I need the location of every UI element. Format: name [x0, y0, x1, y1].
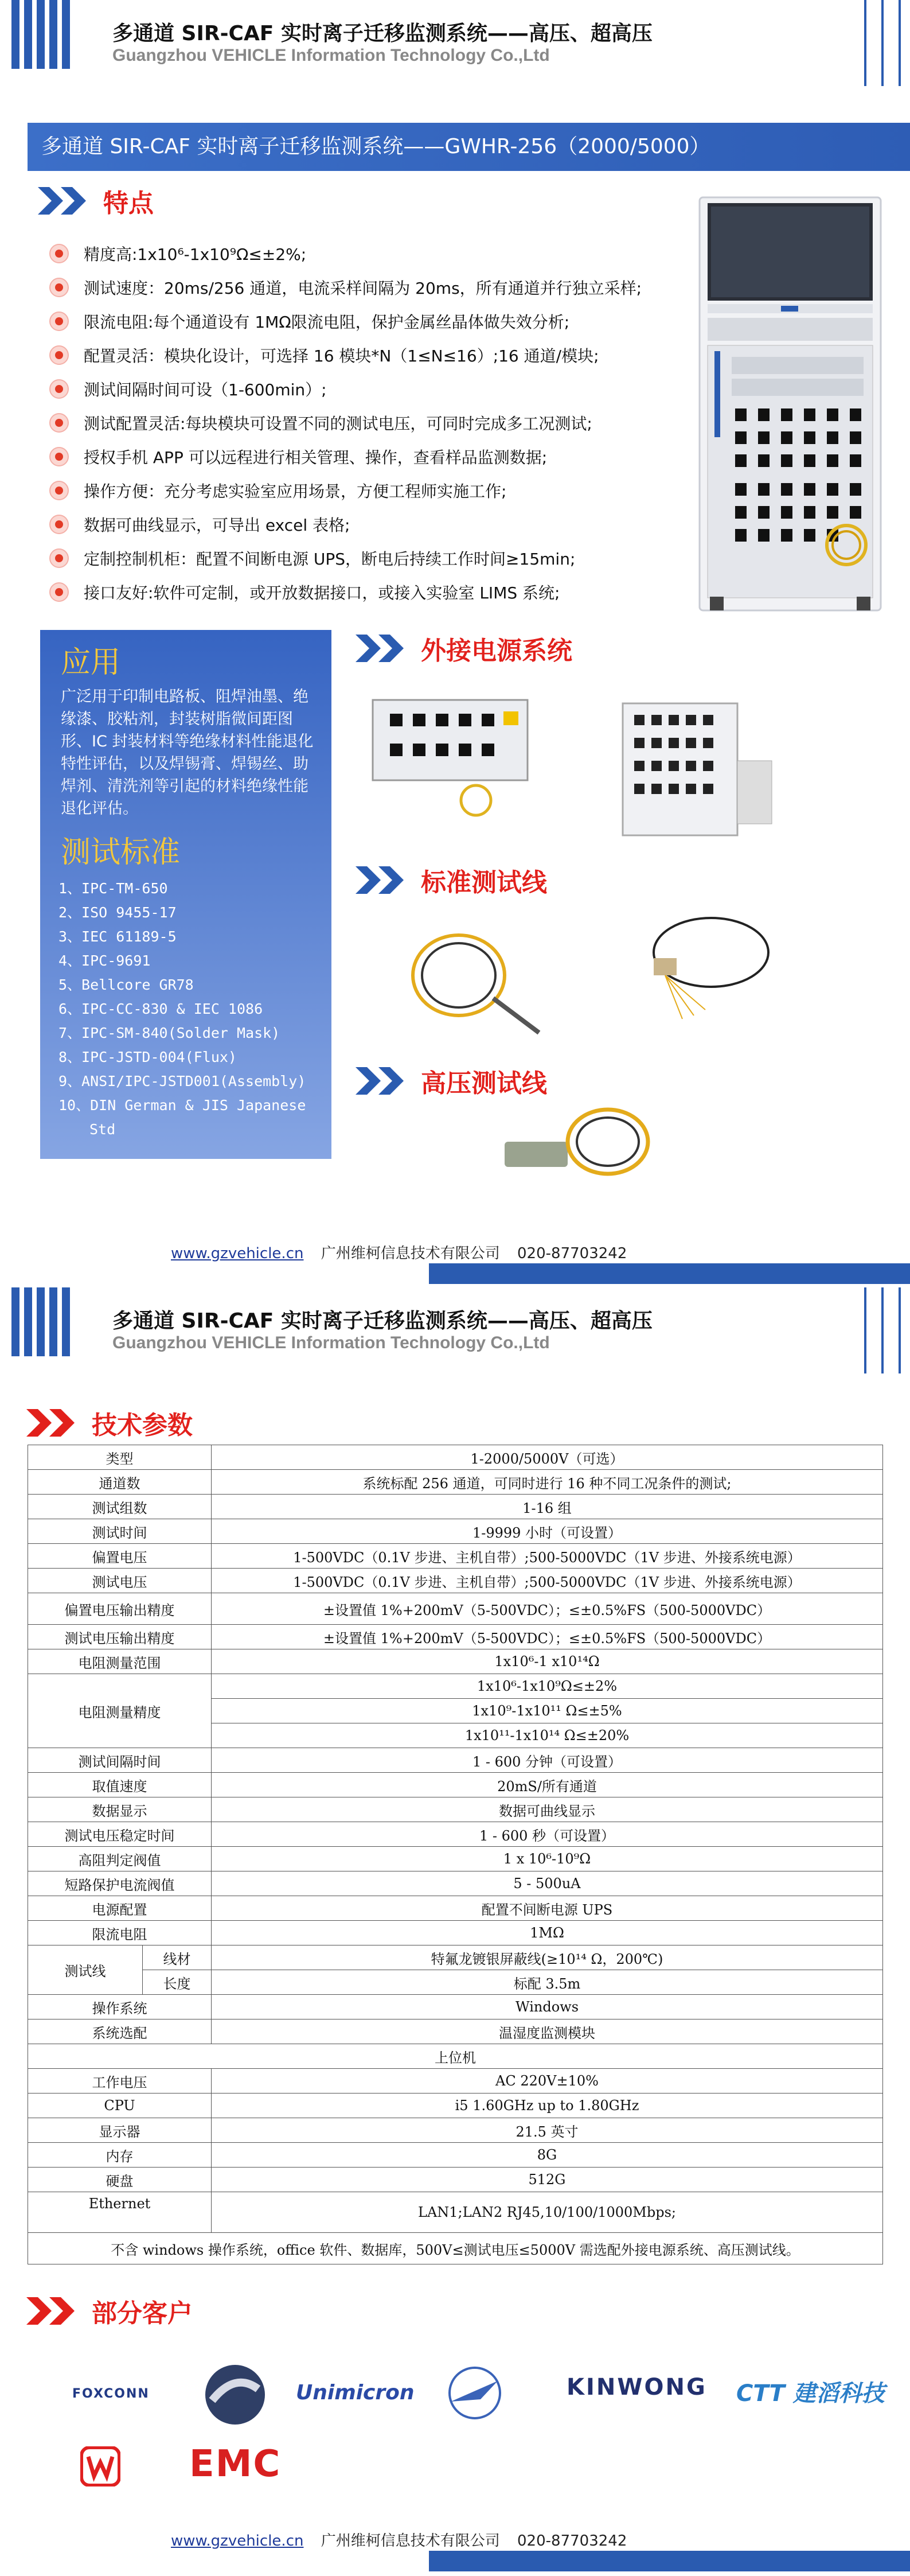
application-text: 广泛用于印制电路板、阻焊油墨、绝缘漆、胶粘剂，封装树脂微间距图形、IC 封装材料等绝缘材料性能退化特性评估，以及焊锡膏、焊锡丝、助焊剂、清洗剂等引起的材料绝缘性能退化评估。 [61, 688, 314, 818]
table-row: 测试电压 1-500VDC（0.1V 步进、主机自带）;500-5000VDC（1V 步进、外接系统电源） [28, 1569, 883, 1593]
header-title-en: Guangzhou VEHICLE Information Technology Co.,Ltd [112, 46, 550, 65]
cabinet-image [697, 195, 883, 620]
emc-logo: EMC [189, 2443, 282, 2485]
phone-number: 020-87703242 [517, 2532, 627, 2550]
standards-heading: 测试标准 [61, 835, 181, 870]
swirl-logo-icon [201, 2360, 270, 2429]
table-row: 测试电压输出精度 ±设置值 1%+200mV（5-500VDC）；≤±0.5%FS（500-5000VDC） [28, 1625, 883, 1649]
website-link[interactable]: www.gzvehicle.cn [171, 2532, 304, 2550]
features-title: 特点 [103, 189, 154, 218]
table-row: 高阻判定阀值 1 x 10⁶-10⁹Ω [28, 1847, 883, 1871]
table-row: 电阻测量范围 1x10⁶-1 x10¹⁴Ω [28, 1649, 883, 1674]
hv-line-image [493, 1102, 665, 1199]
bullet-icon [49, 278, 69, 297]
table-row: 取值速度 20mS/所有通道 [28, 1773, 883, 1797]
website-link[interactable]: www.gzvehicle.cn [171, 1245, 304, 1262]
table-row: 电源配置 配置不间断电源 UPS [28, 1896, 883, 1921]
footer-bar-1 [429, 1263, 910, 1284]
table-row: Ethernet LAN1;LAN2 RJ45,10/100/1000Mbps; [28, 2192, 883, 2233]
chevron-arrows-icon [356, 1065, 411, 1097]
table-row: CPU i5 1.60GHz up to 1.80GHz [28, 2094, 883, 2118]
power-cabinet-image [611, 698, 783, 847]
header-right-stripes [841, 0, 910, 86]
kinwong-logo: KINWONG [567, 2374, 707, 2400]
chevron-arrows-icon [26, 1407, 81, 1439]
table-row: 测试时间 1-9999 小时（可设置） [28, 1519, 883, 1544]
page-header-1 [0, 0, 910, 86]
client-logos [0, 2341, 910, 2490]
feature-item: 配置灵活：模块化设计，可选择 16 模块*N（1≤N≤16）;16 通道/模块; [49, 344, 599, 367]
table-row: 操作系统 Windows [28, 1995, 883, 2019]
feature-item: 定制控制机柜：配置不间断电源 UPS，断电后持续工作时间≥15min; [49, 547, 575, 570]
table-row: 显示器 21.5 英寸 [28, 2118, 883, 2143]
header-right-stripes [841, 1287, 910, 1373]
table-row: 硬盘 512G [28, 2168, 883, 2192]
chevron-arrows-icon [38, 185, 93, 217]
header-stripes [0, 0, 86, 86]
table-row: 1x10⁹-1x10¹¹ Ω≤±5% [28, 1699, 883, 1723]
table-row: 类型 1-2000/5000V（可选） [28, 1445, 883, 1470]
unimicron-logo: Unimicron [296, 2381, 415, 2404]
bullet-icon [49, 244, 69, 263]
bullet-icon [49, 548, 69, 568]
list-item: 3、IEC 61189-5 [58, 928, 177, 945]
foxconn-logo: FOXCONN [72, 2387, 150, 2401]
table-row: 不含 windows 操作系统，office 软件、数据库，500V≤测试电压≤5000V 需选配外接电源系统、高压测试线。 [28, 2233, 883, 2264]
list-item: 9、ANSI/IPC-JSTD001(Assembly) [58, 1073, 306, 1089]
bullet-icon [49, 582, 69, 602]
table-row: 长度 标配 3.5m [28, 1970, 883, 1995]
application-heading: 应用 [61, 645, 121, 680]
list-item: 2、ISO 9455-17 [58, 904, 177, 921]
list-item: 1、IPC-TM-650 [58, 880, 168, 897]
table-row: 内存 8G [28, 2143, 883, 2168]
w-logo-icon [80, 2446, 120, 2486]
features-heading [38, 182, 154, 219]
hv-line-heading: 高压测试线 [356, 1063, 547, 1099]
phone-number: 020-87703242 [517, 1245, 627, 1262]
list-item: 6、IPC-CC-830 & IEC 1086 [58, 1001, 263, 1017]
feature-item: 接口友好:软件可定制，或开放数据接口，或接入实验室 LIMS 系统; [49, 581, 560, 604]
bullet-icon [49, 379, 69, 399]
feature-item: 限流电阻:每个通道设有 1MΩ限流电阻，保护金属丝晶体做失效分析; [49, 310, 569, 333]
power-unit-image [367, 688, 539, 820]
chevron-arrows-icon [26, 2295, 81, 2327]
feature-item: 授权手机 APP 可以远程进行相关管理、操作，查看样品监测数据; [49, 445, 547, 468]
table-row: 工作电压 AC 220V±10% [28, 2069, 883, 2094]
product-banner: 多通道 SIR-CAF 实时离子迁移监测系统——GWHR-256（2000/5000） [28, 123, 910, 171]
bullet-icon [49, 413, 69, 433]
bullet-icon [49, 447, 69, 466]
table-row: 偏置电压 1-500VDC（0.1V 步进、主机自带）;500-5000VDC（1V 步进、外接系统电源） [28, 1544, 883, 1569]
table-row: 1x10¹¹-1x10¹⁴ Ω≤±20% [28, 1723, 883, 1748]
std-line-image [401, 924, 550, 1038]
table-row: 通道数 系统标配 256 通道，可同时进行 16 种不同工况条件的测试; [28, 1470, 883, 1495]
table-row: 偏置电压输出精度 ±设置值 1%+200mV（5-500VDC）；≤±0.5%FS（500-5000VDC） [28, 1593, 883, 1625]
application-panel [40, 630, 331, 1159]
spec-heading: 技术参数 [26, 1404, 193, 1441]
standards-list [58, 877, 331, 1142]
feature-item: 测试间隔时间可设（1-600min）; [49, 378, 327, 400]
feature-item: 测试配置灵活:每块模块可设置不同的测试电压，可同时完成多工况测试; [49, 411, 592, 434]
power-heading: 外接电源系统 [356, 630, 572, 667]
table-row: 系统选配 温湿度监测模块 [28, 2019, 883, 2044]
chevron-arrows-icon [356, 864, 411, 896]
std-line-heading: 标准测试线 [356, 862, 547, 898]
feature-item: 测试速度：20ms/256 通道，电流采样间隔为 20ms，所有通道并行独立采样; [49, 276, 642, 299]
header-title-cn: 多通道 SIR-CAF 实时离子迁移监测系统——高压、超高压 [112, 1309, 653, 1333]
table-row: 短路保护电流阀值 5 - 500uA [28, 1871, 883, 1896]
list-item: Std [89, 1121, 116, 1138]
feature-item: 精度高:1x10⁶-1x10⁹Ω≤±2%; [49, 242, 306, 265]
header-title-cn: 多通道 SIR-CAF 实时离子迁移监测系统——高压、超高压 [112, 22, 653, 45]
header-stripes [0, 1287, 86, 1373]
footer-2 [171, 2529, 627, 2550]
company-name: 广州维柯信息技术有限公司 [321, 2532, 500, 2550]
list-item: 10、DIN German & JIS Japanese [58, 1097, 306, 1114]
footer-1 [171, 1242, 627, 1263]
list-item: 7、IPC-SM-840(Solder Mask) [58, 1025, 280, 1041]
feature-item: 操作方便：充分考虑实验室应用场景，方便工程师实施工作; [49, 479, 506, 502]
bullet-icon [49, 515, 69, 534]
table-row: 测试组数 1-16 组 [28, 1495, 883, 1519]
table-row: 测试电压稳定时间 1 - 600 秒（可设置） [28, 1822, 883, 1847]
table-row: 上位机 [28, 2044, 883, 2069]
header-title-en: Guangzhou VEHICLE Information Technology Co.,Ltd [112, 1333, 550, 1352]
table-row: 数据显示 数据可曲线显示 [28, 1797, 883, 1822]
footer-bar-2 [429, 2551, 910, 2571]
table-row: 测试线 线材 特氟龙镀银屏蔽线(≥10¹⁴ Ω，200℃) [28, 1945, 883, 1970]
list-item: 4、IPC-9691 [58, 952, 151, 969]
list-item: 5、Bellcore GR78 [58, 976, 194, 993]
table-row: 测试间隔时间 1 - 600 分钟（可设置） [28, 1748, 883, 1773]
bullet-icon [49, 481, 69, 500]
ctt-logo: CTT 建滔科技 [736, 2380, 885, 2407]
plane-logo-icon [440, 2361, 509, 2425]
page-header-2 [0, 1287, 910, 1373]
bullet-icon [49, 345, 69, 365]
clients-heading: 部分客户 [26, 2293, 193, 2329]
table-row: 电阻测量精度 1x10⁶-1x10⁹Ω≤±2% [28, 1674, 883, 1699]
list-item: 8、IPC-JSTD-004(Flux) [58, 1049, 237, 1065]
chevron-arrows-icon [356, 632, 411, 664]
spec-table [28, 1445, 883, 2264]
bullet-icon [49, 312, 69, 331]
std-line-connector-image [625, 906, 774, 1021]
company-name: 广州维柯信息技术有限公司 [321, 1245, 500, 1262]
table-row: 限流电阻 1MΩ [28, 1921, 883, 1945]
feature-item: 数据可曲线显示，可导出 excel 表格; [49, 513, 350, 536]
